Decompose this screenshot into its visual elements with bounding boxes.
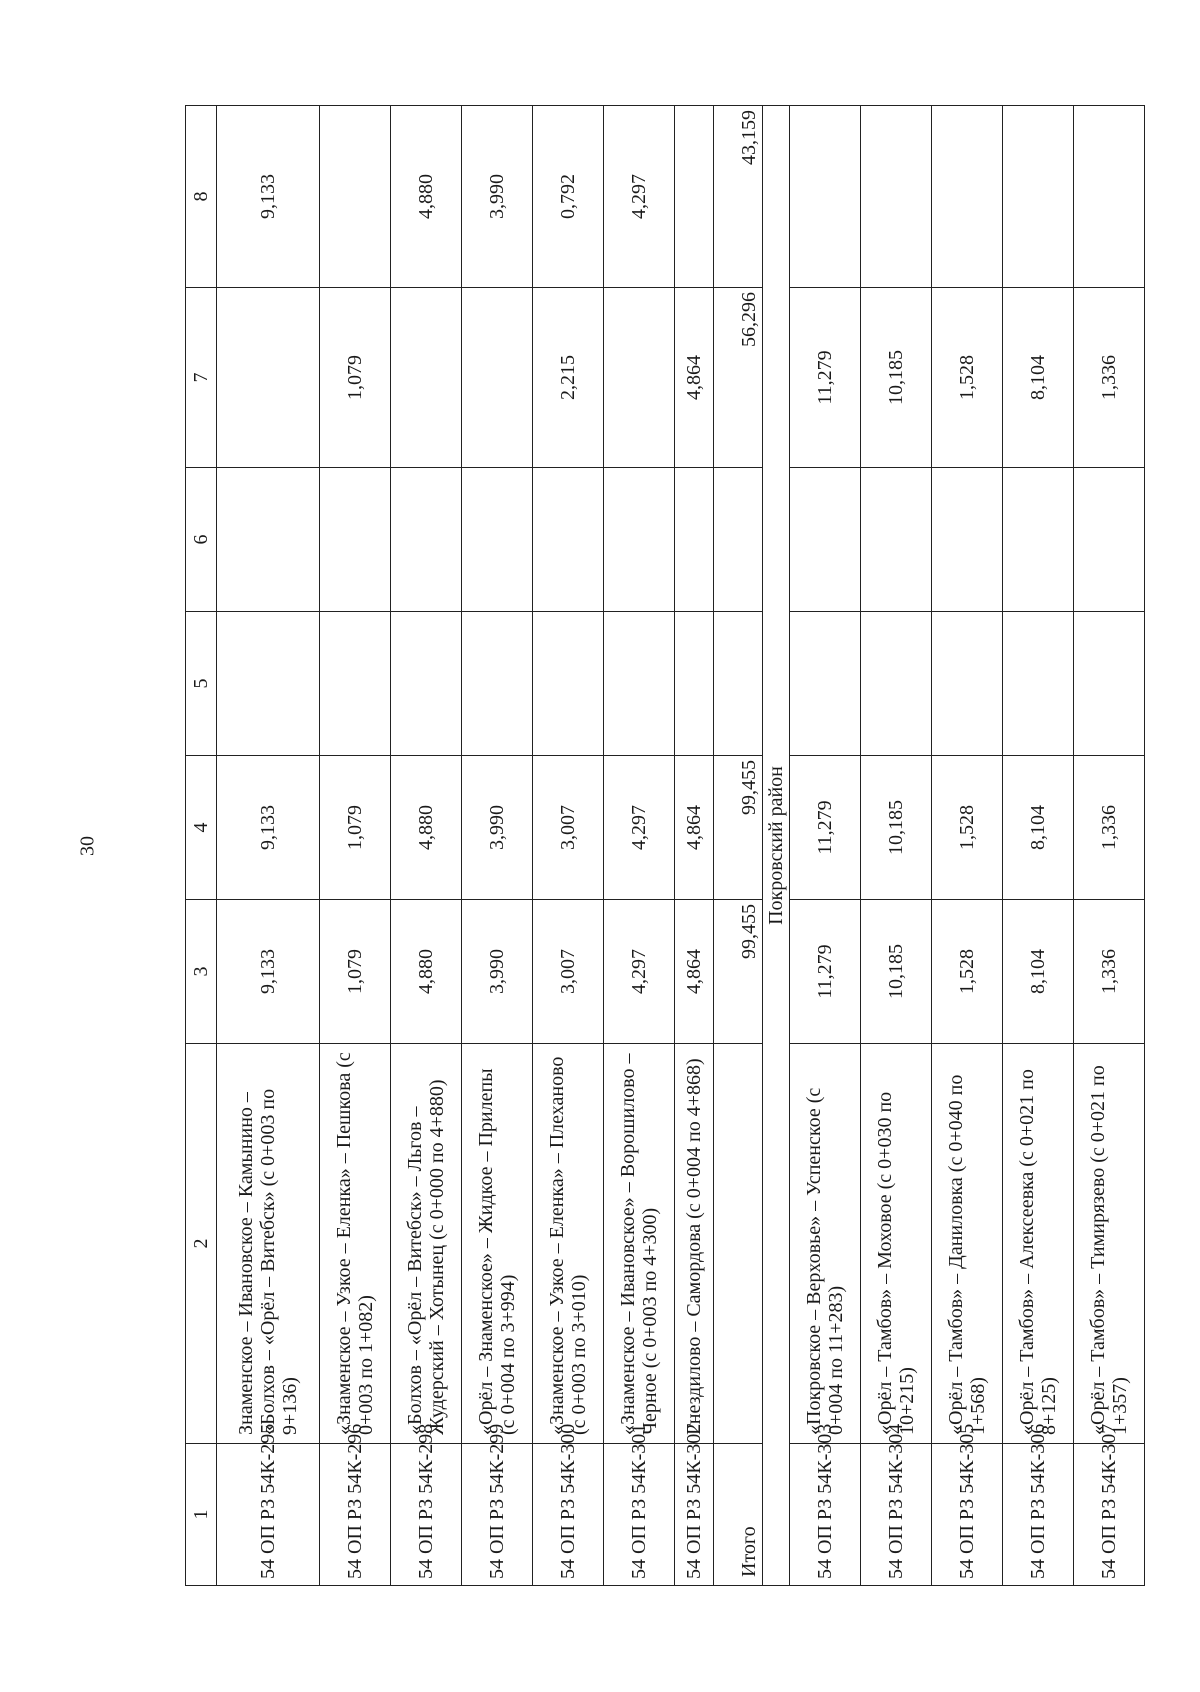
value-cell — [1073, 612, 1144, 756]
value-cell — [675, 106, 714, 288]
value-cell — [1002, 468, 1073, 612]
value-cell — [462, 288, 533, 468]
value-cell — [217, 288, 320, 468]
total-cell: 56,296 — [714, 288, 762, 468]
total-cell: 99,455 — [714, 756, 762, 900]
value-cell — [675, 468, 714, 612]
table-row — [675, 106, 714, 1586]
value-cell — [1073, 468, 1144, 612]
value-cell: 4,297 — [604, 106, 675, 288]
road-name-cell: «Знаменское – Узкое – Еленка» – Плеханово (с 0+003 по 3+010) — [533, 1044, 604, 1444]
value-cell — [604, 288, 675, 468]
column-number: 2 — [186, 1044, 217, 1444]
value-cell: 8,104 — [1002, 288, 1073, 468]
value-cell: 2,215 — [533, 288, 604, 468]
value-cell: 1,079 — [319, 288, 390, 468]
length-total-cell: 11,279 — [789, 900, 860, 1044]
length-total-cell: 1,079 — [319, 900, 390, 1044]
length-cell: 4,297 — [604, 756, 675, 900]
length-total-cell: 9,133 — [217, 900, 320, 1044]
length-total-cell: 4,297 — [604, 900, 675, 1044]
column-number: 7 — [186, 288, 217, 468]
length-cell: 1,528 — [931, 756, 1002, 900]
table-row — [789, 106, 860, 1586]
road-name-cell: Гнездилово – Самордова (с 0+004 по 4+868) — [675, 1044, 714, 1444]
column-number: 1 — [186, 1444, 217, 1586]
length-total-cell: 8,104 — [1002, 900, 1073, 1044]
length-cell: 3,990 — [462, 756, 533, 900]
length-cell: 8,104 — [1002, 756, 1073, 900]
road-code-cell: 54 ОП РЗ 54К-305 — [931, 1444, 1002, 1586]
table-row — [931, 106, 1002, 1586]
length-cell: 9,133 — [217, 756, 320, 900]
page-number: 30 — [76, 836, 99, 856]
length-total-cell: 4,880 — [390, 900, 461, 1044]
length-total-cell: 4,864 — [675, 900, 714, 1044]
total-empty-cell — [714, 1044, 762, 1444]
length-total-cell: 1,528 — [931, 900, 1002, 1044]
road-name-cell: Знаменское – Ивановское – Камынино – «Болхов – «Орёл – Витебск» (с 0+003 по 9+136) — [217, 1044, 320, 1444]
value-cell — [931, 612, 1002, 756]
road-code-cell: 54 ОП РЗ 54К-303 — [789, 1444, 860, 1586]
length-cell: 1,079 — [319, 756, 390, 900]
column-number: 5 — [186, 612, 217, 756]
value-cell — [390, 612, 461, 756]
road-name-cell: «Болхов – «Орёл – Витебск» – Льгов – Жудерский – Хотынец (с 0+000 по 4+880) — [390, 1044, 461, 1444]
road-name-cell: «Орёл – Тамбов» – Тимирязево (с 0+021 по 1+357) — [1073, 1044, 1144, 1444]
total-cell: 43,159 — [714, 106, 762, 288]
value-cell — [1073, 106, 1144, 288]
length-total-cell: 1,336 — [1073, 900, 1144, 1044]
road-code-cell: 54 ОП РЗ 54К-304 — [860, 1444, 931, 1586]
length-total-cell: 10,185 — [860, 900, 931, 1044]
table-row — [217, 106, 320, 1586]
rotated-table-container — [185, 106, 1145, 1586]
table-row — [533, 106, 604, 1586]
value-cell — [533, 468, 604, 612]
table-row — [1073, 106, 1144, 1586]
road-code-cell: 54 ОП РЗ 54К-298 — [390, 1444, 461, 1586]
value-cell — [462, 612, 533, 756]
value-cell — [789, 468, 860, 612]
value-cell — [217, 468, 320, 612]
length-total-cell: 3,990 — [462, 900, 533, 1044]
road-code-cell: 54 ОП РЗ 54К-306 — [1002, 1444, 1073, 1586]
length-cell: 10,185 — [860, 756, 931, 900]
table-row — [462, 106, 533, 1586]
value-cell — [789, 612, 860, 756]
value-cell — [319, 468, 390, 612]
length-total-cell: 3,007 — [533, 900, 604, 1044]
road-name-cell: «Знаменское – Ивановское» – Ворошилово – Черное (с 0+003 по 4+300) — [604, 1044, 675, 1444]
section-title: Покровский район — [762, 106, 789, 1586]
value-cell: 10,185 — [860, 288, 931, 468]
length-cell: 11,279 — [789, 756, 860, 900]
table-row — [860, 106, 931, 1586]
column-number-row — [186, 106, 217, 1586]
value-cell: 3,990 — [462, 106, 533, 288]
value-cell — [675, 612, 714, 756]
road-name-cell: «Покровское – Верховье» – Успенское (с 0+004 по 11+283) — [789, 1044, 860, 1444]
column-number: 3 — [186, 900, 217, 1044]
roads-table — [185, 105, 1145, 1586]
road-name-cell: «Орёл – Тамбов» – Даниловка (с 0+040 по 1+568) — [931, 1044, 1002, 1444]
value-cell — [1002, 106, 1073, 288]
length-cell: 4,864 — [675, 756, 714, 900]
value-cell — [789, 106, 860, 288]
value-cell: 1,336 — [1073, 288, 1144, 468]
value-cell — [1002, 612, 1073, 756]
value-cell — [860, 106, 931, 288]
value-cell — [390, 468, 461, 612]
value-cell: 4,864 — [675, 288, 714, 468]
road-name-cell: «Орёл – Тамбов» – Алексеевка (с 0+021 по 8+125) — [1002, 1044, 1073, 1444]
road-name-cell: «Знаменское – Узкое – Еленка» – Пешкова (с 0+003 по 1+082) — [319, 1044, 390, 1444]
table-row — [319, 106, 390, 1586]
column-number: 4 — [186, 756, 217, 900]
column-number: 6 — [186, 468, 217, 612]
table-body-first-district — [217, 106, 714, 1586]
value-cell — [931, 106, 1002, 288]
value-cell — [462, 468, 533, 612]
road-code-cell: 54 ОП РЗ 54К-299 — [462, 1444, 533, 1586]
value-cell — [604, 468, 675, 612]
value-cell: 9,133 — [217, 106, 320, 288]
table-row — [390, 106, 461, 1586]
value-cell — [860, 468, 931, 612]
value-cell: 0,792 — [533, 106, 604, 288]
value-cell — [604, 612, 675, 756]
length-cell: 1,336 — [1073, 756, 1144, 900]
table-body-pokrovsky-district — [789, 106, 1144, 1586]
total-label: Итого — [714, 1444, 762, 1586]
value-cell — [931, 468, 1002, 612]
road-name-cell: «Орёл – Тамбов» – Моховое (с 0+030 по 10+215) — [860, 1044, 931, 1444]
section-row — [762, 106, 789, 1586]
length-cell: 3,007 — [533, 756, 604, 900]
total-cell — [714, 612, 762, 756]
road-name-cell: «Орёл – Знаменское» – Жидкое – Прилепы (с 0+004 по 3+994) — [462, 1044, 533, 1444]
value-cell — [319, 612, 390, 756]
total-cell: 99,455 — [714, 900, 762, 1044]
total-row — [714, 106, 762, 1586]
column-number: 8 — [186, 106, 217, 288]
road-code-cell: 54 ОП РЗ 54К-296 — [319, 1444, 390, 1586]
table-row — [604, 106, 675, 1586]
table-row — [1002, 106, 1073, 1586]
value-cell: 1,528 — [931, 288, 1002, 468]
value-cell — [390, 288, 461, 468]
road-code-cell: 54 ОП РЗ 54К-301 — [604, 1444, 675, 1586]
value-cell: 11,279 — [789, 288, 860, 468]
value-cell — [217, 612, 320, 756]
road-code-cell: 54 ОП РЗ 54К-295 — [217, 1444, 320, 1586]
road-code-cell: 54 ОП РЗ 54К-300 — [533, 1444, 604, 1586]
total-cell — [714, 468, 762, 612]
road-code-cell: 54 ОП РЗ 54К-302 — [675, 1444, 714, 1586]
value-cell — [319, 106, 390, 288]
value-cell — [860, 612, 931, 756]
value-cell — [533, 612, 604, 756]
length-cell: 4,880 — [390, 756, 461, 900]
value-cell: 4,880 — [390, 106, 461, 288]
road-code-cell: 54 ОП РЗ 54К-307 — [1073, 1444, 1144, 1586]
